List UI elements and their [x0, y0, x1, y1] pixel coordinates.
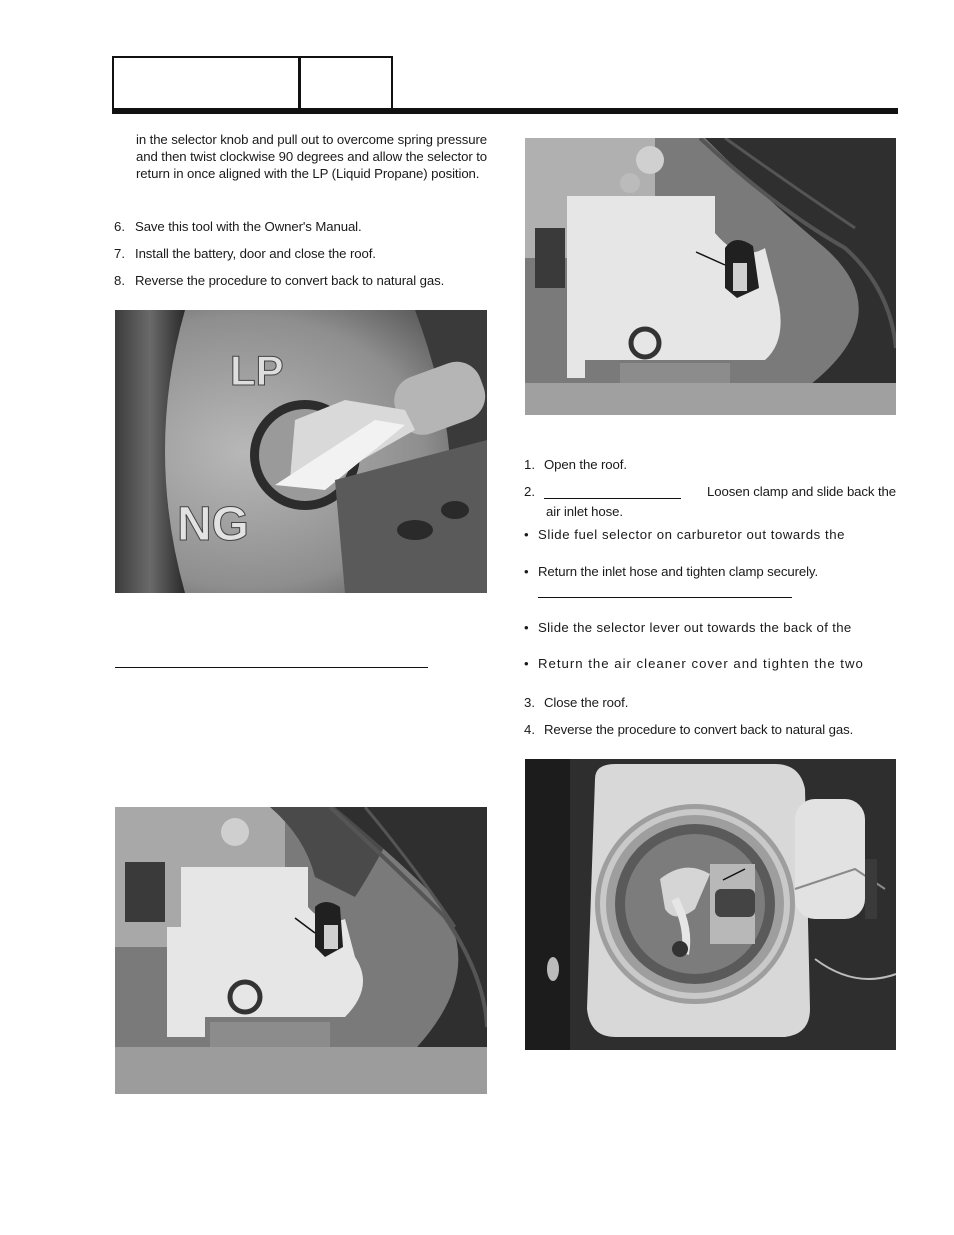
ng-marking: NG: [177, 498, 249, 551]
right-step-1-number: 1.: [524, 457, 535, 472]
bullet-return-inlet-hose: Return the inlet hose and tighten clamp securely.: [538, 564, 819, 579]
right-step-4-number: 4.: [524, 722, 535, 737]
right-section-underline: [538, 597, 792, 598]
left-step-7-number: 7.: [114, 246, 125, 261]
left-step-8-text: Reverse the procedure to convert back to natural gas.: [135, 273, 445, 288]
air-cleaner-photo: [525, 759, 896, 1050]
left-step-6-text: Save this tool with the Owner's Manual.: [135, 219, 362, 234]
right-step-3-number: 3.: [524, 695, 535, 710]
right-step-2-text: Loosen clamp and slide back the: [707, 484, 896, 499]
left-step-6-number: 6.: [114, 219, 125, 234]
right-step-4-text: Reverse the procedure to convert back to natural gas.: [544, 722, 854, 737]
left-section-underline: [115, 667, 428, 668]
bullet-slide-selector-lever: Slide the selector lever out towards the back of the: [538, 620, 852, 635]
carburetor-hose-photo-right: [525, 138, 896, 415]
bullet-return-air-cleaner: Return the air cleaner cover and tighten the two: [538, 656, 864, 671]
left-step-7-text: Install the battery, door and close the roof.: [135, 246, 376, 261]
fuel-selector-closeup-photo: [115, 310, 487, 593]
left-step-8-number: 8.: [114, 273, 125, 288]
right-step-3-text: Close the roof.: [544, 695, 629, 710]
header-page-box: [299, 56, 393, 111]
left-intro-paragraph: in the selector knob and pull out to overcome spring pressure and then twist clockwise 90 degrees and allow the selector to return in once aligned with the LP (Liquid Propane) position.: [136, 132, 487, 181]
bullet-glyph: •: [524, 620, 529, 635]
bullet-glyph: •: [524, 527, 529, 542]
bullet-glyph: •: [524, 564, 529, 579]
header-rule: [112, 108, 898, 114]
header-title-box: [112, 56, 300, 111]
lp-marking: LP: [230, 347, 284, 394]
right-step-2-number: 2.: [524, 484, 535, 499]
carburetor-hose-photo-left: [115, 807, 487, 1094]
bullet-glyph: •: [524, 656, 529, 671]
right-step-2-text-cont: air inlet hose.: [546, 504, 623, 519]
right-step-1-text: Open the roof.: [544, 457, 627, 472]
right-step-2-blank-underline: [544, 498, 681, 499]
bullet-slide-fuel-selector: Slide fuel selector on carburetor out towards the: [538, 527, 845, 542]
